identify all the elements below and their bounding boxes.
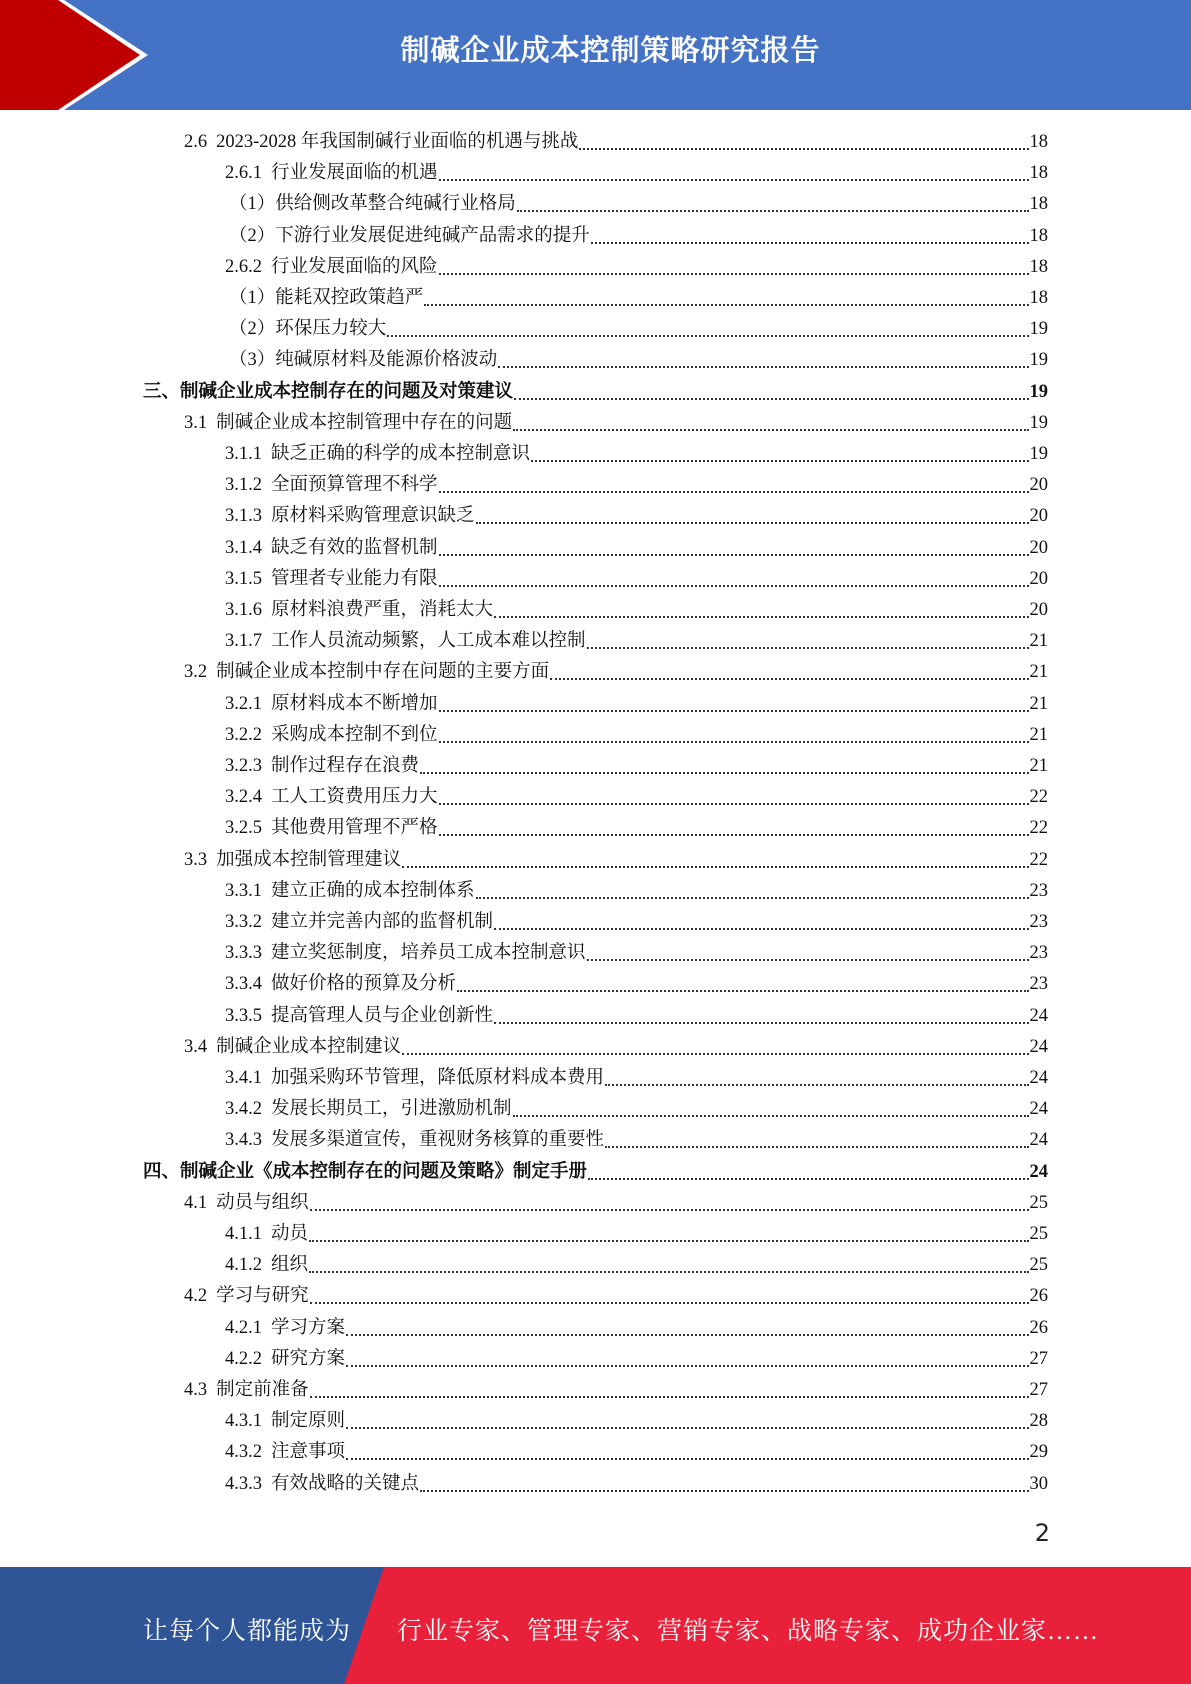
toc-entry-number: 4.3.2 bbox=[225, 1442, 262, 1463]
toc-leader-dots bbox=[309, 1240, 1028, 1242]
toc-entry[interactable] bbox=[225, 876, 1048, 907]
toc-entry-number: 3.4.3 bbox=[225, 1130, 262, 1151]
toc-leader-dots bbox=[457, 990, 1028, 992]
toc-leader-dots bbox=[420, 772, 1028, 774]
toc-entry-page: 21 bbox=[1029, 693, 1048, 714]
toc-entry-page: 24 bbox=[1029, 1130, 1048, 1151]
toc-entry-number: 四、 bbox=[143, 1161, 181, 1182]
toc-entry-number: 3.1.5 bbox=[225, 568, 262, 589]
toc-entry[interactable] bbox=[225, 907, 1048, 938]
toc-leader-dots bbox=[310, 1396, 1029, 1398]
toc-entry-number: （2） bbox=[229, 225, 276, 246]
toc-entry-number: （1） bbox=[229, 194, 276, 215]
toc-entry-number: 3.1.6 bbox=[225, 600, 262, 620]
toc-leader-dots bbox=[402, 866, 1028, 868]
toc-entry-page: 21 bbox=[1029, 724, 1048, 745]
toc-entry[interactable] bbox=[143, 1157, 1048, 1188]
toc-entry-title: 注意事项 bbox=[271, 1442, 346, 1463]
toc-entry-title: 提高管理人员与企业创新性 bbox=[271, 1005, 494, 1026]
toc-entry-number: （1） bbox=[229, 288, 276, 308]
toc-entry-number: 3.3.1 bbox=[225, 880, 262, 901]
toc-entry[interactable] bbox=[225, 1094, 1048, 1125]
toc-entry-page: 19 bbox=[1029, 350, 1048, 371]
toc-entry-title: 行业发展面临的风险 bbox=[271, 256, 438, 277]
toc-entry-page: 29 bbox=[1029, 1442, 1048, 1463]
toc-leader-dots bbox=[310, 1302, 1029, 1304]
toc-entry-page: 22 bbox=[1029, 849, 1048, 870]
toc-entry-page: 18 bbox=[1029, 194, 1048, 215]
toc-entry-title: 学习方案 bbox=[271, 1317, 346, 1338]
toc-entry-title: 供给侧改革整合纯碱行业格局 bbox=[275, 194, 516, 215]
toc-entry-number: 3.2.5 bbox=[225, 818, 262, 839]
toc-entry-page: 21 bbox=[1029, 631, 1048, 652]
toc-entry[interactable] bbox=[184, 657, 1048, 688]
toc-leader-dots bbox=[346, 1427, 1028, 1429]
toc-entry-number: 4.1 bbox=[184, 1192, 208, 1213]
toc-entry-number: 3.1 bbox=[184, 412, 208, 433]
toc-leader-dots bbox=[309, 1271, 1028, 1273]
report-title: 制碱企业成本控制策略研究报告 bbox=[400, 33, 821, 67]
toc-entry-page: 24 bbox=[1029, 1161, 1048, 1182]
toc-entry[interactable] bbox=[225, 564, 1048, 595]
toc-entry-title: 建立正确的成本控制体系 bbox=[271, 880, 475, 901]
toc-entry-page: 25 bbox=[1029, 1255, 1048, 1276]
toc-leader-dots bbox=[476, 522, 1029, 524]
toc-entry[interactable] bbox=[229, 314, 1048, 345]
toc-leader-dots bbox=[591, 242, 1029, 244]
toc-entry[interactable] bbox=[229, 283, 1048, 314]
toc-entry[interactable] bbox=[225, 689, 1048, 720]
toc-entry-page: 20 bbox=[1029, 475, 1048, 496]
toc-entry-title: 制定原则 bbox=[271, 1411, 346, 1432]
toc-entry[interactable] bbox=[225, 626, 1048, 657]
report-header bbox=[0, 0, 1191, 110]
toc-entry-title: 缺乏正确的科学的成本控制意识 bbox=[271, 444, 531, 464]
toc-entry[interactable] bbox=[225, 813, 1048, 844]
toc-leader-dots bbox=[513, 429, 1028, 431]
toc-leader-dots bbox=[439, 179, 1029, 181]
toc-entry-number: 2.6.2 bbox=[225, 256, 262, 277]
toc-entry-page: 30 bbox=[1029, 1473, 1048, 1494]
toc-entry[interactable] bbox=[225, 1344, 1048, 1375]
toc-entry-page: 18 bbox=[1029, 163, 1048, 184]
toc-entry[interactable] bbox=[184, 1032, 1048, 1063]
toc-entry-page: 26 bbox=[1029, 1317, 1048, 1338]
toc-entry-title: 制作过程存在浪费 bbox=[271, 756, 420, 776]
toc-entry-page: 24 bbox=[1029, 1099, 1048, 1120]
toc-leader-dots bbox=[514, 398, 1028, 400]
toc-entry-title: 原材料成本不断增加 bbox=[271, 693, 438, 714]
toc-leader-dots bbox=[439, 554, 1029, 556]
toc-entry-title: 做好价格的预算及分析 bbox=[271, 974, 457, 995]
toc-entry-title: 其他费用管理不严格 bbox=[271, 818, 438, 839]
toc-leader-dots bbox=[346, 1458, 1028, 1460]
toc-entry-page: 21 bbox=[1029, 756, 1048, 776]
toc-entry-page: 24 bbox=[1029, 1005, 1048, 1026]
toc-entry-page: 20 bbox=[1029, 537, 1048, 558]
toc-entry-page: 20 bbox=[1029, 600, 1048, 620]
toc-entry-title: 研究方案 bbox=[271, 1348, 346, 1369]
toc-entry[interactable] bbox=[225, 1437, 1048, 1468]
toc-leader-dots bbox=[587, 959, 1029, 961]
toc-entry-number: 3.3.5 bbox=[225, 1005, 262, 1026]
toc-entry[interactable] bbox=[225, 439, 1048, 470]
toc-entry-page: 23 bbox=[1029, 912, 1048, 932]
toc-entry-number: 3.4 bbox=[184, 1036, 208, 1057]
toc-entry-number: 3.3 bbox=[184, 849, 208, 870]
toc-entry-number: 三、 bbox=[143, 381, 181, 402]
toc-entry-number: 3.2.4 bbox=[225, 787, 262, 808]
toc-entry[interactable] bbox=[225, 1125, 1048, 1156]
toc-entry-number: 3.1.2 bbox=[225, 475, 262, 496]
toc-entry[interactable] bbox=[229, 189, 1048, 220]
toc-entry-page: 18 bbox=[1029, 225, 1048, 246]
toc-entry-page: 25 bbox=[1029, 1224, 1048, 1244]
toc-entry[interactable] bbox=[184, 845, 1048, 876]
toc-leader-dots bbox=[346, 1365, 1028, 1367]
report-footer bbox=[0, 1567, 1191, 1684]
toc-leader-dots bbox=[476, 897, 1029, 899]
toc-entry-number: 3.3.3 bbox=[225, 943, 262, 964]
toc-entry-number: 4.2 bbox=[184, 1286, 208, 1307]
toc-entry-number: 3.4.2 bbox=[225, 1099, 262, 1120]
toc-entry-number: 3.3.2 bbox=[225, 912, 262, 932]
toc-leader-dots bbox=[513, 1115, 1029, 1117]
toc-entry-page: 20 bbox=[1029, 506, 1048, 527]
toc-leader-dots bbox=[439, 710, 1029, 712]
toc-entry-number: （2） bbox=[229, 319, 276, 340]
toc-entry-number: 4.1.2 bbox=[225, 1255, 262, 1276]
toc-entry-title: 学习与研究 bbox=[216, 1286, 309, 1307]
toc-entry-number: 4.2.2 bbox=[225, 1348, 262, 1369]
toc-entry-title: 2023-2028 年我国制碱行业面临的机遇与挑战 bbox=[216, 132, 579, 152]
toc-entry-title: 缺乏有效的监督机制 bbox=[271, 537, 438, 558]
toc-entry-number: 3.4.1 bbox=[225, 1068, 262, 1088]
toc-entry[interactable] bbox=[143, 377, 1048, 408]
toc-entry[interactable] bbox=[184, 1188, 1048, 1219]
toc-entry-title: 原材料采购管理意识缺乏 bbox=[271, 506, 475, 527]
toc-entry-page: 25 bbox=[1029, 1192, 1048, 1213]
toc-entry-page: 18 bbox=[1029, 288, 1048, 308]
toc-leader-dots bbox=[494, 616, 1028, 618]
toc-leader-dots bbox=[498, 366, 1028, 368]
toc-entry-number: 4.3.1 bbox=[225, 1411, 262, 1432]
toc-entry[interactable] bbox=[225, 1001, 1048, 1032]
toc-entry[interactable] bbox=[225, 969, 1048, 1000]
toc-entry[interactable] bbox=[184, 1375, 1048, 1406]
toc-entry-title: 发展长期员工，引进激励机制 bbox=[271, 1099, 512, 1120]
toc-entry-number: 2.6 bbox=[184, 132, 208, 152]
toc-leader-dots bbox=[605, 1146, 1028, 1148]
toc-entry-title: 加强采购环节管理，降低原材料成本费用 bbox=[271, 1068, 605, 1088]
toc-entry-page: 24 bbox=[1029, 1068, 1048, 1088]
toc-entry-title: 动员与组织 bbox=[216, 1192, 309, 1213]
toc-entry-number: 4.3.3 bbox=[225, 1473, 262, 1494]
toc-entry-page: 19 bbox=[1029, 319, 1048, 340]
toc-entry-page: 22 bbox=[1029, 787, 1048, 808]
toc-entry-number: 3.2.2 bbox=[225, 724, 262, 745]
toc-leader-dots bbox=[587, 647, 1029, 649]
toc-entry-title: 行业发展面临的机遇 bbox=[271, 163, 438, 184]
toc-entry-page: 28 bbox=[1029, 1411, 1048, 1432]
toc-leader-dots bbox=[424, 304, 1028, 306]
toc-entry[interactable] bbox=[225, 751, 1048, 782]
toc-entry-number: 4.3 bbox=[184, 1380, 208, 1400]
toc-entry-title: 建立奖惩制度，培养员工成本控制意识 bbox=[271, 943, 586, 964]
toc-entry-title: 有效战略的关键点 bbox=[271, 1473, 420, 1494]
toc-entry[interactable] bbox=[225, 158, 1048, 189]
toc-entry[interactable] bbox=[225, 1406, 1048, 1437]
footer-slogan-right: 行业专家、管理专家、营销专家、战略专家、成功企业家…… bbox=[397, 1618, 1100, 1645]
toc-entry[interactable] bbox=[225, 720, 1048, 751]
toc-entry-page: 19 bbox=[1029, 444, 1048, 464]
toc-entry[interactable] bbox=[225, 595, 1048, 626]
toc-entry-page: 21 bbox=[1029, 662, 1048, 683]
toc-leader-dots bbox=[387, 335, 1028, 337]
toc-entry-title: 采购成本控制不到位 bbox=[271, 724, 438, 745]
toc-entry[interactable] bbox=[225, 533, 1048, 564]
toc-entry-number: 3.1.4 bbox=[225, 537, 262, 558]
toc-entry-page: 27 bbox=[1029, 1380, 1048, 1400]
toc-entry-page: 27 bbox=[1029, 1348, 1048, 1369]
toc-entry-number: 3.2.3 bbox=[225, 756, 262, 776]
toc-entry-title: 环保压力较大 bbox=[275, 319, 387, 340]
toc-entry-title: 组织 bbox=[271, 1255, 309, 1276]
toc-leader-dots bbox=[439, 803, 1029, 805]
page-number: 2 bbox=[1034, 1519, 1050, 1547]
toc-leader-dots bbox=[579, 148, 1028, 150]
footer-slogan-left: 让每个人都能成为 bbox=[143, 1618, 352, 1645]
toc-leader-dots bbox=[531, 460, 1028, 462]
toc-entry[interactable] bbox=[225, 501, 1048, 532]
toc-entry-page: 23 bbox=[1029, 880, 1048, 901]
toc-entry[interactable] bbox=[225, 1063, 1048, 1094]
toc-entry[interactable] bbox=[184, 1281, 1048, 1312]
toc-entry[interactable] bbox=[225, 1250, 1048, 1281]
toc-entry[interactable] bbox=[225, 782, 1048, 813]
toc-entry-title: 制碱企业《成本控制存在的问题及策略》制定手册 bbox=[180, 1161, 588, 1182]
toc-entry-title: 纯碱原材料及能源价格波动 bbox=[275, 350, 498, 371]
toc-entry-title: 制碱企业成本控制中存在问题的主要方面 bbox=[216, 662, 550, 683]
toc-entry-number: 3.1.7 bbox=[225, 631, 262, 652]
toc-entry-page: 22 bbox=[1029, 818, 1048, 839]
toc-leader-dots bbox=[420, 1490, 1028, 1492]
toc-entry-number: 3.2.1 bbox=[225, 693, 262, 714]
toc-entry-title: 工人工资费用压力大 bbox=[271, 787, 438, 808]
toc-entry-title: 制碱企业成本控制建议 bbox=[216, 1036, 402, 1057]
toc-entry-page: 26 bbox=[1029, 1286, 1048, 1307]
toc-entry[interactable] bbox=[225, 1469, 1048, 1500]
toc-entry-title: 下游行业发展促进纯碱产品需求的提升 bbox=[275, 225, 590, 246]
toc-leader-dots bbox=[310, 1209, 1029, 1211]
toc-entry-title: 动员 bbox=[271, 1224, 309, 1244]
toc-leader-dots bbox=[439, 273, 1029, 275]
toc-entry[interactable] bbox=[225, 252, 1048, 283]
toc-entry-title: 工作人员流动频繁，人工成本难以控制 bbox=[271, 631, 586, 652]
toc-entry-title: 原材料浪费严重，消耗太大 bbox=[271, 600, 494, 620]
toc-entry-title: 全面预算管理不科学 bbox=[271, 475, 438, 496]
toc-entry[interactable] bbox=[184, 127, 1048, 158]
toc-entry-number: 2.6.1 bbox=[225, 163, 262, 184]
toc-entry-number: 3.1.1 bbox=[225, 444, 262, 464]
toc-leader-dots bbox=[494, 928, 1028, 930]
toc-leader-dots bbox=[550, 678, 1028, 680]
toc-entry-title: 建立并完善内部的监督机制 bbox=[271, 912, 494, 932]
toc-leader-dots bbox=[494, 1022, 1028, 1024]
toc-entry-page: 18 bbox=[1029, 256, 1048, 277]
toc-leader-dots bbox=[588, 1178, 1028, 1180]
toc-entry-title: 制碱企业成本控制存在的问题及对策建议 bbox=[180, 381, 514, 402]
toc-entry-number: 3.3.4 bbox=[225, 974, 262, 995]
toc-leader-dots bbox=[439, 741, 1029, 743]
toc-leader-dots bbox=[605, 1084, 1028, 1086]
toc-entry-number: （3） bbox=[229, 350, 276, 371]
toc-entry[interactable] bbox=[184, 408, 1048, 439]
toc-leader-dots bbox=[402, 1053, 1028, 1055]
toc-entry-title: 发展多渠道宣传，重视财务核算的重要性 bbox=[271, 1130, 605, 1151]
toc-entry[interactable] bbox=[229, 221, 1048, 252]
toc-entry[interactable] bbox=[225, 470, 1048, 501]
toc-entry-title: 制定前准备 bbox=[216, 1380, 309, 1400]
toc-entry-number: 4.2.1 bbox=[225, 1317, 262, 1338]
toc-leader-dots bbox=[439, 834, 1029, 836]
toc-entry-page: 20 bbox=[1029, 568, 1048, 589]
toc-leader-dots bbox=[439, 585, 1029, 587]
toc-entry[interactable] bbox=[225, 938, 1048, 969]
toc-entry-page: 23 bbox=[1029, 974, 1048, 995]
toc-entry[interactable] bbox=[225, 1219, 1048, 1250]
toc-entry-page: 19 bbox=[1029, 412, 1048, 433]
toc-entry-page: 24 bbox=[1029, 1036, 1048, 1057]
toc-entry-title: 管理者专业能力有限 bbox=[271, 568, 438, 589]
toc-entry-page: 19 bbox=[1029, 381, 1048, 402]
toc-entry-title: 加强成本控制管理建议 bbox=[216, 849, 402, 870]
toc-entry[interactable] bbox=[229, 345, 1048, 376]
toc-leader-dots bbox=[517, 210, 1029, 212]
toc-leader-dots bbox=[439, 491, 1029, 493]
toc-entry-number: 4.1.1 bbox=[225, 1224, 262, 1244]
toc-entry-page: 23 bbox=[1029, 943, 1048, 964]
toc-entry[interactable] bbox=[225, 1313, 1048, 1344]
toc-entry-page: 18 bbox=[1029, 132, 1048, 152]
toc-entry-title: 制碱企业成本控制管理中存在的问题 bbox=[216, 412, 513, 433]
toc-leader-dots bbox=[346, 1334, 1028, 1336]
toc-entry-number: 3.1.3 bbox=[225, 506, 262, 527]
toc-entry-title: 能耗双控政策趋严 bbox=[275, 288, 424, 308]
toc-entry-number: 3.2 bbox=[184, 662, 208, 683]
